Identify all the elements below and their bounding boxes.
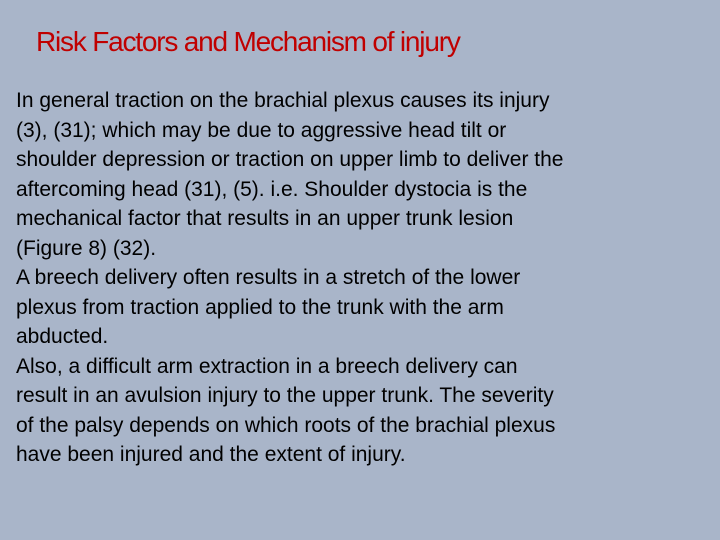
paragraph-traction: In general traction on the brachial plexus causes its injury (3), (31); which may be due to aggressive head tilt or shoulder depression or traction on upper limb to deliver the aftercoming head (31), (5). i.e. Shoulder dystocia is the mechanical factor that results in an upper trunk lesion (Figure 8) (32). <box>16 89 564 260</box>
slide-title: Risk Factors and Mechanism of injury <box>36 26 460 57</box>
paragraph-arm-extraction: Also, a difficult arm extraction in a breech delivery can result in an avulsion injury to the upper trunk. The severity of the palsy depends on which roots of the brachial plexus have been injured and the extent of injury. <box>16 354 556 466</box>
slide-body <box>16 86 706 470</box>
paragraph-breech-delivery: A breech delivery often results in a stretch of the lower plexus from traction applied to the trunk with the arm abducted. <box>16 266 521 348</box>
